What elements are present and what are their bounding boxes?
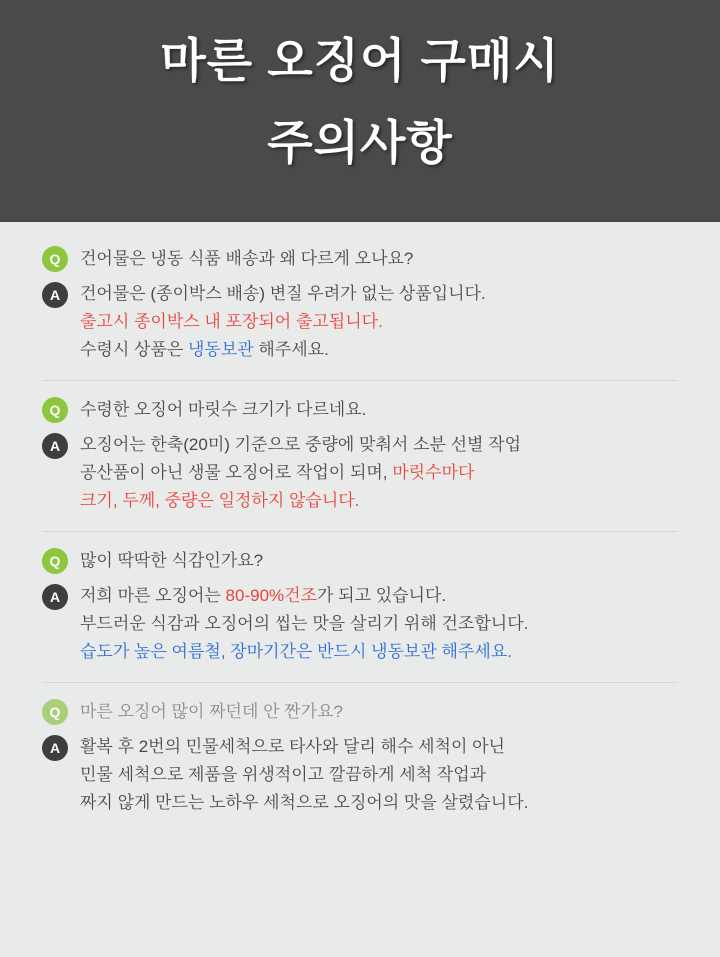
- answer-text: 오징어는 한축(20미) 기준으로 중량에 맞춰서 소분 선별 작업: [80, 435, 521, 454]
- qa-item-2: [42, 395, 678, 532]
- answer-line: [80, 761, 678, 789]
- answer-row-4: [42, 733, 678, 817]
- answer-text-highlight: 출고시 종이박스 내 포장되어 출고됩니다.: [80, 312, 383, 331]
- question-text-2: 수령한 오징어 마릿수 크기가 다르네요.: [80, 400, 367, 419]
- page-header: [0, 0, 720, 222]
- question-badge-icon: Q: [42, 699, 68, 725]
- answer-line: [80, 789, 678, 817]
- answer-line: [80, 459, 678, 487]
- qa-item-3: [42, 546, 678, 683]
- answer-text: 민물 세척으로 제품을 위생적이고 깔끔하게 세척 작업과: [80, 765, 487, 784]
- question-text-1: 건어물은 냉동 식품 배송과 왜 다르게 오나요?: [80, 249, 414, 268]
- question-row-3: [42, 546, 678, 576]
- header-title-line-2: 주의사항: [267, 116, 453, 169]
- answer-text: 활복 후 2번의 민물세척으로 타사와 달리 해수 세척이 아닌: [80, 737, 505, 756]
- answer-line: [80, 280, 678, 308]
- answer-row-2: [42, 431, 678, 515]
- answer-text: 짜지 않게 만드는 노하우 세척으로 오징어의 맛을 살렸습니다.: [80, 793, 529, 812]
- answer-row-1: [42, 280, 678, 364]
- answer-text-pre: 수령시 상품은: [80, 340, 188, 359]
- answer-text-pre: 저희 마른 오징어는: [80, 586, 226, 605]
- answer-text-highlight: 80-90%건조: [225, 586, 317, 605]
- question-badge-icon: Q: [42, 397, 68, 423]
- answer-text: 부드러운 식감과 오징어의 씹는 맛을 살리기 위해 건조합니다.: [80, 614, 529, 633]
- question-text-3: 많이 딱딱한 식감인가요?: [80, 551, 264, 570]
- question-text-4: 마른 오징어 많이 짜던데 안 짠가요?: [80, 702, 343, 721]
- qa-item-1: [42, 244, 678, 381]
- question-row-4: [42, 697, 678, 727]
- question-row-2: [42, 395, 678, 425]
- answer-badge-icon: A: [42, 735, 68, 761]
- answer-text-post: 해주세요.: [253, 340, 329, 359]
- answer-line: [80, 336, 678, 364]
- answer-text: 건어물은 (종이박스 배송) 변질 우려가 없는 상품입니다.: [80, 284, 486, 303]
- answer-line: [80, 487, 678, 515]
- answer-text-highlight: 마릿수마다: [392, 463, 475, 482]
- answer-line: [80, 308, 678, 336]
- question-row-1: [42, 244, 678, 274]
- question-badge-icon: Q: [42, 548, 68, 574]
- answer-badge-icon: A: [42, 282, 68, 308]
- answer-badge-icon: A: [42, 584, 68, 610]
- answer-line: [80, 610, 678, 638]
- answer-row-3: [42, 582, 678, 666]
- answer-text-highlight: 크기, 두께, 중량은 일정하지 않습니다.: [80, 491, 360, 510]
- answer-text-highlight: 습도가 높은 여름철, 장마기간은 반드시 냉동보관 해주세요.: [80, 642, 512, 661]
- answer-line: [80, 582, 678, 610]
- answer-line: [80, 431, 678, 459]
- answer-text-highlight: 냉동보관: [187, 340, 254, 359]
- answer-badge-icon: A: [42, 433, 68, 459]
- qa-item-4: [42, 697, 678, 833]
- answer-text-post: 가 되고 있습니다.: [317, 586, 447, 605]
- qa-list: [0, 222, 720, 833]
- answer-text-pre: 공산품이 아닌 생물 오징어로 작업이 되며,: [80, 463, 393, 482]
- answer-line: [80, 638, 678, 666]
- header-title-line-1: 마른 오징어 구매시: [160, 34, 560, 87]
- question-badge-icon: Q: [42, 246, 68, 272]
- answer-line: [80, 733, 678, 761]
